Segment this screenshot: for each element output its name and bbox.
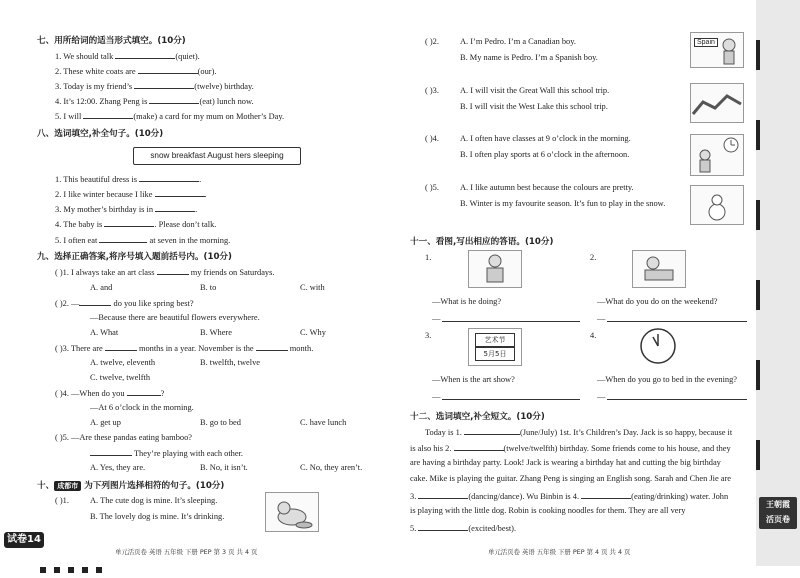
edge-sidebar (756, 0, 800, 566)
art-show-sign (468, 328, 522, 366)
s10-q3-paren[interactable]: ( )3. (425, 86, 439, 95)
s10-q2-opt-b: B. My name is Pedro. I’m a Spanish boy. (460, 53, 598, 62)
section7-heading: 七、用所给词的适当形式填空。(10分) (37, 36, 186, 46)
s9-q4-opt-c[interactable]: C. have lunch (300, 418, 347, 427)
s11-num-3: 3. (425, 331, 432, 340)
s12-line-6: is playing with the little dog. Robin is cooking noodles for them. They are all very (410, 506, 686, 515)
s9-q2-line2: —Because there are beautiful flowers everywhere. (90, 313, 260, 322)
s9-q5-opt-b[interactable]: B. No, it isn’t. (200, 463, 248, 472)
s9-q1: ( )1. I always take an art class my friends on Saturdays. (55, 268, 275, 277)
clock-icon (691, 135, 743, 175)
blank[interactable] (581, 490, 631, 499)
s9-q5-line2: They’re playing with each other. (90, 447, 243, 459)
s9-q4-opt-a[interactable]: A. get up (90, 418, 121, 427)
s9-q5-opt-c[interactable]: C. No, they aren’t. (300, 463, 363, 472)
s8-item-4: 4. The baby is . Please don’t talk. (55, 220, 217, 229)
left-ticks (40, 560, 110, 566)
s11-num-1: 1. (425, 253, 432, 262)
s10-q4-paren[interactable]: ( )4. (425, 134, 439, 143)
boy-icon (469, 251, 521, 287)
page-mark: 试卷14 (4, 532, 44, 548)
s11-num-4: 4. (590, 331, 597, 340)
s12-line-3: are having a birthday party. Look! Jack is wearing a birthday hat and cutting the big birthday (410, 458, 721, 467)
right-footer: 单元活页卷 英语 五年级 下册 PEP 第 4 页 共 4 页 (488, 548, 631, 556)
s11-answer-4[interactable] (607, 399, 747, 400)
blank[interactable] (104, 218, 154, 227)
dog-drinking-image (265, 492, 319, 532)
s8-item-1: 1. This beautiful dress is . (55, 175, 202, 184)
s9-q3-opt-a[interactable]: A. twelve, eleventh (90, 358, 156, 367)
blank[interactable] (90, 447, 132, 456)
girl-icon (633, 251, 685, 287)
brand-logo: 王朝霞 活页卷 (759, 497, 797, 529)
s9-q3: ( )3. There are months in a year. November is the month. (55, 344, 314, 353)
spain-sign: Spain (694, 38, 718, 47)
blank[interactable] (256, 342, 288, 351)
s11-q2-text: —What do you do on the weekend? (597, 297, 718, 306)
s12-line-1: Today is 1. (June/July) 1st. It’s Children’s Day. Jack is so happy, because it (425, 428, 733, 437)
s10-q4-opt-b: B. I often play sports at 6 o’clock in the afternoon. (460, 150, 630, 159)
s11-q4-text: —When do you go to bed in the evening? (597, 375, 738, 384)
blank[interactable] (155, 203, 195, 212)
s7-item-4: 4. It’s 12:00. Zhang Peng is (eat) lunch now. (55, 97, 254, 106)
s10-q5-opt-a: A. I like autumn best because the colours are pretty. (460, 183, 634, 192)
blank[interactable] (99, 234, 147, 243)
classroom-image (690, 134, 744, 176)
s10-q3-opt-a: A. I will visit the Great Wall this school trip. (460, 86, 610, 95)
s10-q3-opt-b: B. I will visit the West Lake this school trip. (460, 102, 608, 111)
section10-heading: 十、 成都市 为下列图片选择相符的句子。(10分) (37, 481, 225, 491)
great-wall-image (690, 83, 744, 123)
boy-reading-image (468, 250, 522, 288)
s12-line-2: is also his 2. (twelve/twelfth) birthday. Some friends come to his house, and they (410, 444, 731, 453)
s9-q1-opt-b[interactable]: B. to (200, 283, 217, 292)
left-footer: 单元活页卷 英语 五年级 下册 PEP 第 3 页 共 4 页 (115, 548, 258, 556)
clock-icon (632, 326, 684, 366)
s9-q4-line2: —At 6 o’clock in the morning. (90, 403, 194, 412)
s9-q3-opt-c[interactable]: C. twelve, twelfth (90, 373, 151, 382)
s11-q1-text: —What is he doing? (432, 297, 502, 306)
great-wall-icon (691, 84, 743, 122)
s7-item-5: 5. I will (make) a card for my mum on Mother’s Day. (55, 112, 285, 121)
s11-answer-2[interactable] (607, 321, 747, 322)
reading-weekend-image (632, 250, 686, 288)
s9-q4-opt-b[interactable]: B. go to bed (200, 418, 241, 427)
s8-item-5: 5. I often eat at seven in the morning. (55, 236, 231, 245)
s12-line-7: 5. (excited/best). (410, 524, 517, 533)
spain-boy-image (690, 32, 744, 68)
blank[interactable] (83, 110, 133, 119)
s12-line-4: cake. Mike is playing the guitar. Zhang Peng is singing an English song. Sarah and Chen Jie are (410, 474, 731, 483)
s9-q2-opt-c[interactable]: C. Why (300, 328, 326, 337)
s9-q5: ( )5. —Are these pandas eating bamboo? (55, 433, 192, 442)
s8-item-2: 2. I like winter because I like . (55, 190, 207, 199)
sign-date: 5月5日 (475, 347, 515, 361)
s9-q2-opt-a[interactable]: A. What (90, 328, 119, 337)
s10-q2-opt-a: A. I’m Pedro. I’m a Canadian boy. (460, 37, 576, 46)
dog-icon (266, 493, 318, 531)
blank[interactable] (115, 50, 175, 59)
s11-answer-1[interactable] (442, 321, 580, 322)
s9-q3-opt-b[interactable]: B. twelfth, twelve (200, 358, 261, 367)
blank[interactable] (134, 80, 194, 89)
section9-heading: 九、选择正确答案,将序号填入题前括号内。(10分) (37, 252, 232, 262)
s10-q1-paren[interactable]: ( )1. (55, 496, 69, 505)
snowman-icon (691, 186, 743, 224)
s8-item-3: 3. My mother’s birthday is in . (55, 205, 198, 214)
s11-a2-dash: — (597, 314, 606, 323)
s10-q2-paren[interactable]: ( )2. (425, 37, 439, 46)
blank[interactable] (464, 426, 520, 435)
s11-answer-3[interactable] (442, 399, 580, 400)
s10-q1-opt-b: B. The lovely dog is mine. It’s drinking. (90, 512, 225, 521)
blank[interactable] (138, 65, 198, 74)
s9-q1-opt-a[interactable]: A. and (90, 283, 113, 292)
s7-item-3: 3. Today is my friend’s (twelve) birthday. (55, 82, 254, 91)
s11-a4-dash: — (597, 392, 606, 401)
blank[interactable] (157, 266, 189, 275)
s7-item-2: 2. These white coats are (our). (55, 67, 217, 76)
snow-play-image (690, 185, 744, 225)
blank[interactable] (127, 387, 161, 396)
s11-a1-dash: — (432, 314, 441, 323)
s9-q2: ( )2. — do you like spring best? (55, 299, 194, 308)
s10-q5-paren[interactable]: ( )5. (425, 183, 439, 192)
blank[interactable] (149, 95, 199, 104)
sign-title: 艺术节 (475, 333, 515, 347)
s10-q5-opt-b: B. Winter is my favourite season. It’s fun to play in the snow. (460, 199, 666, 208)
s11-a3-dash: — (432, 392, 441, 401)
s10-q4-opt-a: A. I often have classes at 9 o’clock in the morning. (460, 134, 631, 143)
word-bank: snow breakfast August hers sleeping (133, 147, 301, 165)
section12-heading: 十二、选词填空,补全短文。(10分) (410, 412, 545, 422)
clock-image (632, 326, 684, 366)
blank[interactable] (105, 342, 137, 351)
boy-icon (691, 33, 743, 67)
s9-q2-opt-b[interactable]: B. Where (200, 328, 232, 337)
section8-heading: 八、选词填空,补全句子。(10分) (37, 129, 164, 139)
section11-heading: 十一、看图,写出相应的答语。(10分) (410, 237, 554, 247)
s12-line-5: 3. (dancing/dance). Wu Binbin is 4. (eating/drinking) water. John (410, 492, 729, 501)
region-badge: 成都市 (54, 481, 81, 491)
s9-q4: ( )4. —When do you ? (55, 389, 165, 398)
s9-q5-opt-a[interactable]: A. Yes, they are. (90, 463, 146, 472)
blank[interactable] (454, 442, 504, 451)
blank[interactable] (139, 173, 199, 182)
s7-item-1: 1. We should talk (quiet). (55, 52, 200, 61)
s11-q3-text: —When is the art show? (432, 375, 515, 384)
blank[interactable] (155, 188, 205, 197)
blank[interactable] (418, 490, 468, 499)
s9-q1-opt-c[interactable]: C. with (300, 283, 325, 292)
s11-num-2: 2. (590, 253, 597, 262)
s10-q1-opt-a: A. The cute dog is mine. It’s sleeping. (90, 496, 218, 505)
blank[interactable] (418, 522, 468, 531)
blank[interactable] (79, 297, 111, 306)
